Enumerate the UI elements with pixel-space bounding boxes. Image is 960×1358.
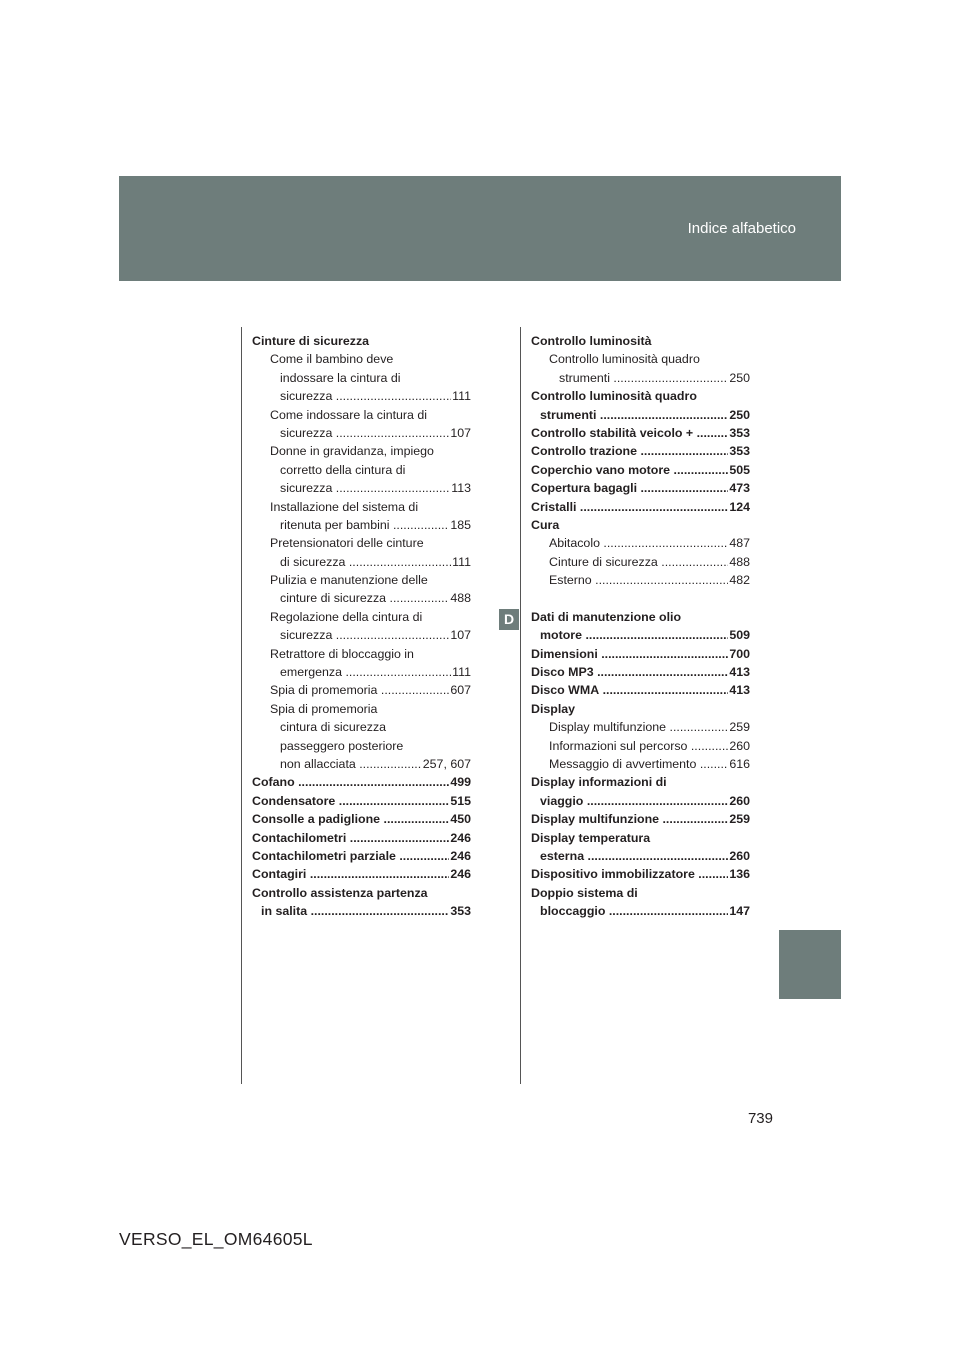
index-page-ref[interactable]: 488 (449, 589, 471, 607)
index-term: Contachilometri parziale (252, 848, 396, 863)
index-page-ref[interactable]: 509 (728, 626, 750, 644)
index-entry (531, 865, 750, 883)
index-term: Dati di manutenzione olio (531, 609, 682, 624)
index-term: Esterno (549, 573, 592, 588)
index-entry (252, 350, 471, 368)
index-entry (531, 498, 750, 516)
index-entry (531, 553, 750, 571)
index-entry (252, 571, 471, 589)
index-entry (252, 369, 471, 387)
index-entry (531, 737, 750, 755)
index-entry (252, 737, 471, 755)
index-page-ref[interactable]: 246 (449, 829, 471, 847)
right-index-column (531, 332, 750, 921)
index-page-ref[interactable]: 259 (728, 810, 750, 828)
index-term: Doppio sistema di (531, 885, 638, 900)
index-entry (531, 461, 750, 479)
index-page-ref[interactable]: 111 (451, 387, 471, 405)
index-entry (531, 718, 750, 736)
index-term: sicurezza (280, 425, 333, 440)
index-page-ref[interactable]: 111 (451, 553, 471, 571)
index-page-ref[interactable]: 450 (449, 810, 471, 828)
index-term: Disco WMA (531, 683, 600, 698)
index-term: Come il bambino deve (270, 352, 394, 367)
index-page-ref[interactable]: 505 (728, 461, 750, 479)
index-page-ref[interactable]: 250 (728, 369, 750, 387)
index-term: Dispositivo immobilizzatore (531, 867, 695, 882)
index-term: Copertura bagagli (531, 481, 638, 496)
index-entry (531, 902, 750, 920)
index-term: Display multifunzione (531, 812, 660, 827)
index-term: Controllo stabilità veicolo + (531, 425, 694, 440)
index-term: sicurezza (280, 389, 333, 404)
index-term: cinture di sicurezza (280, 591, 387, 606)
index-page-ref[interactable]: 136 (728, 865, 750, 883)
index-page-ref[interactable]: 473 (728, 479, 750, 497)
index-term: sicurezza (280, 481, 333, 496)
index-entry (252, 645, 471, 663)
index-term: Cinture di sicurezza (252, 334, 370, 348)
index-term: Disco MP3 (531, 665, 594, 680)
index-term: Display temperatura (531, 830, 651, 845)
index-entry (252, 681, 471, 699)
index-term: Dimensioni (531, 646, 598, 661)
index-page-ref[interactable]: 499 (449, 773, 471, 791)
index-term: ritenuta per bambini (280, 517, 390, 532)
index-term: Spia di promemoria (270, 701, 378, 716)
index-entry (531, 387, 750, 405)
index-term: indossare la cintura di (280, 370, 401, 385)
index-term: Controllo luminosità (531, 334, 652, 348)
index-page-ref[interactable]: 353 (728, 442, 750, 460)
index-page-ref[interactable]: 515 (449, 792, 471, 810)
index-entry (252, 755, 471, 773)
index-term: Pretensionatori delle cinture (270, 536, 424, 551)
index-page-ref[interactable]: 260 (728, 847, 750, 865)
index-entry (531, 700, 750, 718)
index-term: strumenti (540, 407, 597, 422)
index-page-ref[interactable]: 107 (449, 424, 471, 442)
index-entry (531, 645, 750, 663)
index-entry (531, 442, 750, 460)
index-term: sicurezza (280, 628, 333, 643)
index-entry (252, 461, 471, 479)
index-page-ref[interactable]: 482 (728, 571, 750, 589)
index-entry (531, 829, 750, 847)
index-page-ref[interactable]: 487 (728, 534, 750, 552)
section-title: Indice alfabetico (687, 220, 796, 237)
index-entry (252, 553, 471, 571)
index-entry (531, 810, 750, 828)
index-entry (531, 847, 750, 865)
document-code: VERSO_EL_OM64605L (119, 1229, 313, 1249)
index-page-ref[interactable]: 260 (728, 737, 750, 755)
index-term: viaggio (540, 793, 584, 808)
index-entry (252, 498, 471, 516)
index-entry (252, 847, 471, 865)
index-term: bloccaggio (540, 904, 606, 919)
index-entry (252, 608, 471, 626)
index-term: Consolle a padiglione (252, 812, 381, 827)
left-column-rule (241, 327, 242, 1084)
index-term: Display informazioni di (531, 775, 667, 790)
index-entry (252, 387, 471, 405)
index-page-ref[interactable]: 246 (449, 865, 471, 883)
index-entry (531, 332, 750, 350)
index-term: in salita (261, 904, 308, 919)
index-entry (252, 773, 471, 791)
index-term: Contagiri (252, 867, 307, 882)
index-term: Spia di promemoria (270, 683, 378, 698)
index-entry (252, 902, 471, 920)
index-page-ref[interactable]: 413 (728, 681, 750, 699)
index-term: Retrattore di bloccaggio in (270, 646, 414, 661)
letter-tab-d[interactable]: D (499, 609, 519, 630)
index-page-ref[interactable]: 353 (449, 902, 471, 920)
index-entry (252, 424, 471, 442)
index-term: Controllo luminosità quadro (531, 389, 697, 404)
index-term: Come indossare la cintura di (270, 407, 428, 422)
index-term: di sicurezza (280, 554, 346, 569)
index-entry (531, 773, 750, 791)
index-entry (252, 829, 471, 847)
index-page-ref[interactable]: 107 (449, 626, 471, 644)
index-entry (252, 479, 471, 497)
index-term: Display (531, 701, 576, 716)
index-entry (252, 884, 471, 902)
index-term: Contachilometri (252, 830, 347, 845)
side-thumb-tab (779, 930, 841, 999)
index-page-ref[interactable]: 259 (728, 718, 750, 736)
index-page-ref[interactable]: 124 (728, 498, 750, 516)
index-page-ref[interactable]: 353 (728, 424, 750, 442)
index-page-ref[interactable]: 260 (728, 792, 750, 810)
index-entry (252, 332, 471, 350)
index-page-ref[interactable]: 246 (449, 847, 471, 865)
index-entry (531, 626, 750, 644)
index-entry (252, 626, 471, 644)
index-entry (531, 424, 750, 442)
index-term: Installazione del sistema di (270, 499, 419, 514)
index-page-ref[interactable]: 147 (728, 902, 750, 920)
index-term: Display multifunzione (549, 720, 667, 735)
index-entry (252, 865, 471, 883)
index-entry (531, 534, 750, 552)
index-page-ref[interactable]: 257, 607 (422, 755, 471, 773)
index-entry (531, 681, 750, 699)
index-entry (531, 406, 750, 424)
index-term: Cofano (252, 775, 295, 790)
left-index-column (252, 332, 471, 921)
index-page-ref[interactable]: 111 (451, 663, 471, 681)
index-entry (252, 534, 471, 552)
index-entry (252, 516, 471, 534)
header-band (119, 176, 841, 281)
index-entry (252, 589, 471, 607)
index-entry (252, 810, 471, 828)
index-term: Condensatore (252, 793, 336, 808)
index-term: Cinture di sicurezza (549, 554, 658, 569)
index-page-ref[interactable]: 700 (728, 645, 750, 663)
index-term: strumenti (559, 370, 610, 385)
index-term: Regolazione della cintura di (270, 609, 423, 624)
index-entry (531, 755, 750, 773)
index-term: passeggero posteriore (280, 738, 404, 753)
index-entry (252, 792, 471, 810)
index-term: Coperchio vano motore (531, 462, 671, 477)
index-entry (531, 479, 750, 497)
index-entry (531, 350, 750, 368)
index-page-ref[interactable]: 616 (728, 755, 750, 773)
index-entry (252, 442, 471, 460)
index-term: corretto della cintura di (280, 462, 406, 477)
index-entry (531, 516, 750, 534)
index-term: Donne in gravidanza, impiego (270, 444, 434, 459)
index-entry (252, 406, 471, 424)
index-term: Pulizia e manutenzione delle (270, 573, 428, 588)
index-page-ref[interactable]: 250 (728, 406, 750, 424)
index-term: non allacciata (280, 756, 356, 771)
index-entry (531, 369, 750, 387)
index-entry (531, 571, 750, 589)
index-term: motore (540, 628, 582, 643)
index-entry (531, 884, 750, 902)
index-entry (531, 608, 750, 626)
index-term: Abitacolo (549, 536, 600, 551)
index-term: Cristalli (531, 499, 577, 514)
index-entry (531, 663, 750, 681)
page-number: 739 (747, 1110, 773, 1127)
index-page-ref[interactable]: 488 (728, 553, 750, 571)
index-term: Informazioni sul percorso (549, 738, 688, 753)
index-term: Cura (531, 517, 560, 532)
index-entry (252, 700, 471, 718)
index-page-ref[interactable]: 413 (728, 663, 750, 681)
index-term: emergenza (280, 665, 342, 680)
index-term: esterna (540, 848, 585, 863)
index-term: Controllo assistenza partenza (252, 885, 428, 900)
index-page-ref[interactable]: 185 (449, 516, 471, 534)
index-term: Controllo trazione (531, 444, 638, 459)
index-entry (252, 718, 471, 736)
index-page-ref[interactable]: 113 (450, 479, 471, 497)
index-entry (252, 663, 471, 681)
index-entry (531, 792, 750, 810)
index-term: Controllo luminosità quadro (549, 352, 700, 367)
index-page-ref[interactable]: 607 (449, 681, 471, 699)
index-term: Messaggio di avvertimento (549, 756, 697, 771)
index-term: cintura di sicurezza (280, 720, 387, 735)
middle-column-rule (520, 327, 521, 1084)
